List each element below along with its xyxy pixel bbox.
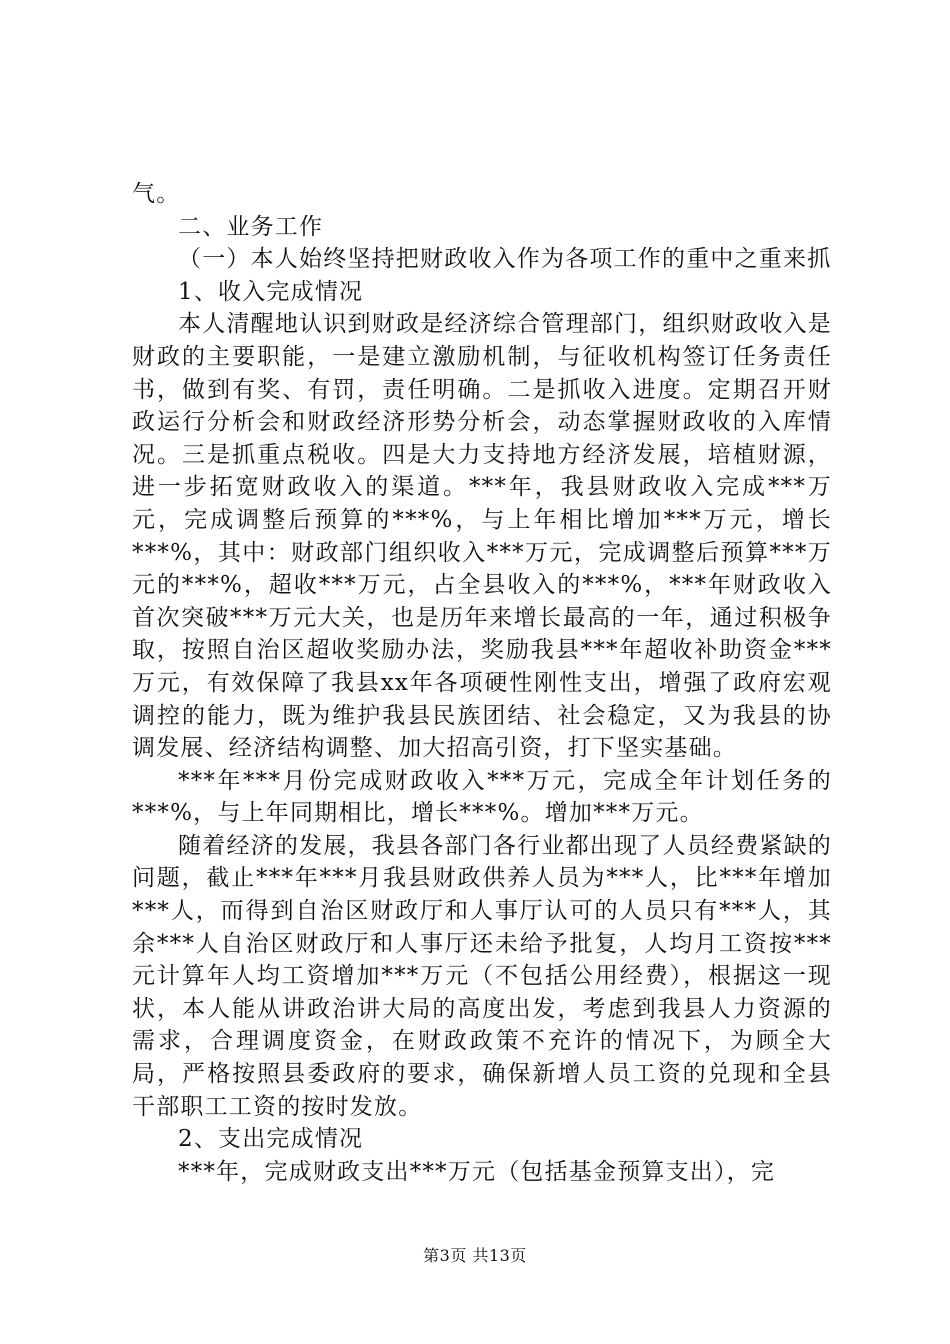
paragraph-expenditure: ***年，完成财政支出***万元（包括基金预算支出），完 bbox=[178, 1158, 776, 1185]
paragraph-monthly-revenue: ***年***月份完成财政收入***万元，完成全年计划任务的***%，与上年同期相比，增长***%。增加***万元。 bbox=[132, 767, 832, 827]
item-heading-expenditure-completion: 2、支出完成情况 bbox=[178, 1126, 364, 1153]
item-heading-revenue-completion: 1、收入完成情况 bbox=[178, 278, 364, 305]
section-heading-business-work: 二、业务工作 bbox=[178, 213, 324, 240]
paragraph-continuation: 气。 bbox=[132, 181, 181, 207]
page-footer bbox=[0, 1243, 950, 1266]
subsection-heading-revenue: （一）本人始终坚持把财政收入作为各项工作的重中之重来抓 bbox=[178, 246, 832, 273]
document-body bbox=[132, 178, 832, 1188]
paragraph-staff-expenses: 随着经济的发展，我县各部门各行业都出现了人员经费紧缺的问题，截止***年***月我县财政供养人员为***人，比***年增加***人，而得到自治区财政厅和人事厅认可的人员只有***人，其余***人自治区财政厅和人事厅还未给予批复，人均月工资按***元计算年人均工资增加***万元（不包括公用经费），根据这一现状，本人能从讲政治讲大局的高度出发，考虑到我县人力资源的需求，合理调度资金，在财政政策不充许的情况下，为顾全大局，严格按照县委政府的要求，确保新增人员工资的兑现和全县干部职工工资的按时发放。 bbox=[132, 832, 832, 1120]
paragraph-revenue-details: 本人清醒地认识到财政是经济综合管理部门，组织财政收入是财政的主要职能，一是建立激励机制，与征收机构签订任务责任书，做到有奖、有罚，责任明确。二是抓收入进度。定期召开财政运行分析会和财政经济形势分析会，动态掌握财政收的入库情况。三是抓重点税收。四是大力支持地方经济发展，培植财源，进一步拓宽财政收入的渠道。***年，我县财政收入完成***万元，完成调整后预算的***%，与上年相比增加***万元，增长***%，其中：财政部门组织收入***万元，完成调整后预算***万元的***%，超收***万元，占全县收入的***%，***年财政收入首次突破***万元大关，也是历年来增长最高的一年，通过积极争取，按照自治区超收奖励办法，奖励我县***年超收补助资金***万元，有效保障了我县xx年各项硬性刚性支出，增强了政府宏观调控的能力，既为维护我县民族团结、社会稳定，又为我县的协调发展、经济结构调整、加大招高引资，打下坚实基础。 bbox=[132, 311, 832, 762]
page-number: 第3页 共13页 bbox=[423, 1246, 527, 1265]
